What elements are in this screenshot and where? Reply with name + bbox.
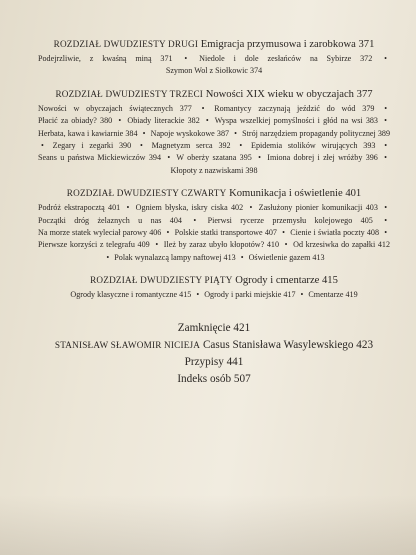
- toc-entry: [38, 228, 161, 237]
- toc-entry: [114, 253, 235, 262]
- bullet-separator: •: [139, 141, 143, 151]
- entry-page-number: 419: [345, 290, 358, 300]
- entry-title: Wyspa wszelkiej pomyślności i głód na wsi: [214, 116, 363, 126]
- page-shadow: [0, 495, 416, 555]
- chapter-page-number: 415: [322, 275, 338, 287]
- bullet-separator: •: [234, 128, 238, 138]
- end-matter-item: [38, 337, 390, 354]
- entry-page-number: 401: [108, 203, 121, 213]
- toc-entry: [38, 240, 150, 249]
- entry-title: Pierwsi rycerze przemysłu kolejowego: [207, 215, 353, 225]
- end-matter-author: STANISŁAW SŁAWOMIR NICIEJA: [54, 339, 201, 350]
- entry-page-number: 387: [216, 128, 230, 138]
- bullet-separator: •: [284, 240, 288, 250]
- chapter-entries: [38, 202, 390, 264]
- entry-page-number: 413: [312, 252, 325, 262]
- entry-title: Seans u państwa Mickiewiczów: [38, 153, 146, 163]
- toc-entry: [199, 54, 372, 63]
- entry-title: Ogrody klasyczne i romantyczne: [70, 290, 178, 300]
- toc-entry: [215, 116, 378, 125]
- entry-title: Epidemia stolików wirujących: [251, 141, 358, 151]
- entry-page-number: 409: [137, 240, 150, 250]
- bullet-separator: •: [41, 141, 44, 151]
- entry-title: Nowości w obyczajach świątecznych: [38, 103, 173, 113]
- entry-title: Ogrody i parki miejskie: [204, 290, 282, 300]
- bullet-separator: •: [384, 203, 388, 213]
- bullet-separator: •: [384, 215, 388, 225]
- chapter-page-number: 377: [356, 88, 373, 100]
- chapter-title: Ogrody i cmentarze: [235, 275, 320, 287]
- bullet-separator: •: [167, 153, 171, 163]
- toc-entry: [251, 141, 375, 150]
- entry-title: Polskie statki transportowe: [174, 228, 263, 238]
- entry-page-number: 372: [360, 54, 373, 63]
- entry-title: Magnetyzm serca: [151, 141, 213, 151]
- bullet-separator: •: [240, 252, 244, 262]
- entry-title: Zegary i zegarki: [52, 141, 114, 151]
- bullet-separator: •: [126, 203, 130, 213]
- bullet-separator: •: [384, 153, 388, 163]
- chapter-label: ROZDZIAŁ DWUDZIESTY PIĄTY: [90, 275, 233, 286]
- entry-title: Płacić za obiady?: [38, 116, 97, 126]
- entry-title: Obiady literackie: [127, 116, 185, 126]
- chapter-title: Emigracja przymusowa i zarobkowa: [200, 39, 356, 50]
- table-of-contents: [38, 38, 390, 388]
- toc-entry: [259, 203, 378, 212]
- entry-title: Od krzesiwka do zapałki: [293, 240, 376, 250]
- entry-page-number: 377: [179, 103, 192, 113]
- end-matter-item: [38, 320, 390, 337]
- entry-page-number: 412: [377, 240, 390, 250]
- toc-entry: [136, 203, 243, 212]
- entry-page-number: 402: [231, 203, 244, 213]
- bullet-separator: •: [142, 128, 146, 138]
- entry-page-number: 394: [148, 153, 161, 163]
- chapter: [38, 274, 390, 301]
- chapter-title: Komunikacja i oświetlenie: [229, 188, 343, 200]
- bullet-separator: •: [166, 228, 170, 238]
- entry-title: Romantycy zaczynają jeździć do wód: [214, 103, 356, 113]
- entry-title: Cienie i światła poczty: [290, 228, 365, 238]
- chapter-label: ROZDZIAŁ DWUDZIESTY DRUGI: [53, 39, 199, 49]
- toc-entry: [308, 290, 357, 299]
- chapter: [38, 38, 390, 78]
- entry-title: Szymon Wol z Siołkowic: [165, 66, 248, 76]
- bullet-separator: •: [205, 116, 209, 126]
- entry-page-number: 396: [365, 153, 378, 163]
- toc-entry: [290, 228, 379, 237]
- entry-page-number: 404: [169, 215, 182, 225]
- toc-entry: [127, 116, 199, 125]
- entry-page-number: 405: [360, 215, 373, 225]
- toc-entry: [152, 141, 231, 150]
- end-matter-title: Casus Stanisława Wasylewskiego: [202, 338, 354, 351]
- entry-title: Pierwsze korzyści z telegrafu: [38, 240, 135, 250]
- end-matter-title: Indeks osób: [177, 372, 232, 385]
- end-matter-page-number: 423: [356, 338, 374, 351]
- entry-page-number: 379: [362, 103, 375, 113]
- chapter-list: [38, 38, 390, 302]
- bullet-separator: •: [106, 252, 110, 262]
- chapter-page-number: 371: [358, 39, 375, 50]
- entry-page-number: 383: [365, 116, 378, 126]
- bullet-separator: •: [258, 153, 261, 163]
- toc-entry: [38, 104, 192, 113]
- entry-page-number: 382: [187, 116, 200, 126]
- chapter-label: ROZDZIAŁ DWUDZIESTY CZWARTY: [66, 188, 227, 199]
- bullet-separator: •: [384, 54, 387, 63]
- entry-title: Cmentarze: [308, 290, 344, 300]
- entry-title: Ileż by zaraz ubyło kłopotów?: [163, 240, 265, 250]
- toc-entry: [38, 129, 138, 138]
- entry-page-number: 413: [223, 252, 236, 262]
- chapter-entries: [38, 103, 390, 177]
- entry-page-number: 406: [149, 228, 162, 238]
- entry-title: W oberży szatana: [176, 153, 237, 163]
- entry-title: Imiona dobrej i złej wróżby: [267, 153, 363, 163]
- toc-entry: [175, 228, 277, 237]
- entry-title: Podróż ekstrapocztą: [38, 203, 105, 213]
- entry-page-number: 389: [377, 128, 390, 138]
- entry-page-number: 374: [250, 66, 263, 76]
- end-matter-page-number: 507: [233, 372, 251, 385]
- entry-page-number: 410: [266, 240, 280, 250]
- toc-entry: [293, 240, 390, 249]
- toc-entry: [171, 166, 258, 175]
- chapter-page-number: 401: [345, 188, 362, 200]
- bullet-separator: •: [239, 141, 243, 151]
- toc-entry: [249, 253, 325, 262]
- toc-entry: [242, 129, 390, 138]
- entry-page-number: 395: [239, 153, 252, 163]
- entry-page-number: 403: [365, 203, 378, 213]
- chapter-title: Nowości XIX wieku w obyczajach: [205, 88, 354, 100]
- bullet-separator: •: [300, 290, 304, 300]
- entry-title: Kłopoty z nazwiskami: [170, 165, 244, 175]
- toc-entry: [267, 153, 378, 162]
- toc-entry: [38, 116, 112, 125]
- bullet-separator: •: [201, 103, 205, 113]
- entry-page-number: 371: [160, 54, 173, 63]
- entry-page-number: 392: [218, 141, 231, 151]
- toc-entry: [70, 290, 191, 299]
- chapter-heading: [38, 187, 390, 200]
- end-matter-title: Przypisy: [184, 355, 224, 368]
- chapter-entries: [38, 289, 390, 301]
- entry-title: Polak wynalazcą lampy naftowej: [114, 252, 222, 262]
- toc-entry: [38, 216, 182, 225]
- end-matter-page-number: 421: [233, 321, 251, 334]
- entry-page-number: 380: [100, 116, 113, 126]
- toc-entry: [53, 141, 132, 150]
- bullet-separator: •: [249, 203, 253, 213]
- entry-title: Napoje wyskokowe: [150, 128, 215, 138]
- entry-title: Herbata, kawa i kawiarnie: [38, 128, 124, 138]
- entry-page-number: 398: [245, 165, 258, 175]
- entry-page-number: 390: [119, 141, 132, 151]
- end-matter-item: [38, 354, 390, 371]
- toc-entry: [208, 216, 373, 225]
- toc-entry: [166, 66, 262, 75]
- entry-page-number: 408: [366, 228, 379, 238]
- toc-entry: [204, 290, 295, 299]
- entry-title: Podejrzliwie, z kwaśną miną: [38, 54, 152, 63]
- toc-entry: [214, 104, 374, 113]
- entry-title: Zasłużony pionier komunikacji: [258, 203, 363, 213]
- bullet-separator: •: [184, 54, 188, 63]
- bullet-separator: •: [384, 103, 388, 113]
- bullet-separator: •: [384, 228, 388, 238]
- toc-entry: [176, 153, 251, 162]
- entry-title: Oświetlenie gazem: [248, 252, 311, 262]
- end-matter-title: Zamknięcie: [177, 321, 231, 334]
- end-matter-list: [38, 320, 390, 388]
- toc-entry: [38, 203, 120, 212]
- toc-entry: [38, 54, 173, 63]
- bullet-separator: •: [193, 215, 197, 225]
- end-matter-item: [38, 371, 390, 388]
- entry-page-number: 384: [125, 128, 138, 138]
- chapter: [38, 187, 390, 264]
- bullet-separator: •: [282, 228, 285, 238]
- chapter-label: ROZDZIAŁ DWUDZIESTY TRZECI: [55, 88, 204, 99]
- entry-page-number: 393: [363, 141, 376, 151]
- entry-title: Na morze statek wyleciał parowy: [38, 228, 147, 238]
- entry-page-number: 407: [264, 228, 277, 238]
- chapter-heading: [38, 88, 390, 101]
- entry-title: Niedole i dole zesłańców na Sybirze: [199, 54, 352, 63]
- toc-entry: [164, 240, 279, 249]
- chapter-heading: [38, 274, 390, 287]
- entry-title: Ogniem błyska, iskry ciska: [135, 203, 228, 213]
- entry-title: Początki dróg żelaznych u nas: [38, 215, 162, 225]
- bullet-separator: •: [155, 240, 159, 250]
- chapter-heading: [38, 38, 390, 51]
- end-matter-page-number: 441: [226, 355, 244, 368]
- bullet-separator: •: [196, 290, 200, 300]
- bullet-separator: •: [384, 116, 387, 126]
- entry-title: Strój narzędziem propagandy politycznej: [242, 128, 376, 138]
- entry-page-number: 415: [179, 290, 192, 300]
- chapter: [38, 88, 390, 177]
- entry-page-number: 417: [283, 290, 296, 300]
- bullet-separator: •: [118, 116, 122, 126]
- chapter-entries: [38, 53, 390, 78]
- toc-entry: [151, 129, 229, 138]
- bullet-separator: •: [384, 141, 388, 151]
- toc-entry: [38, 153, 161, 162]
